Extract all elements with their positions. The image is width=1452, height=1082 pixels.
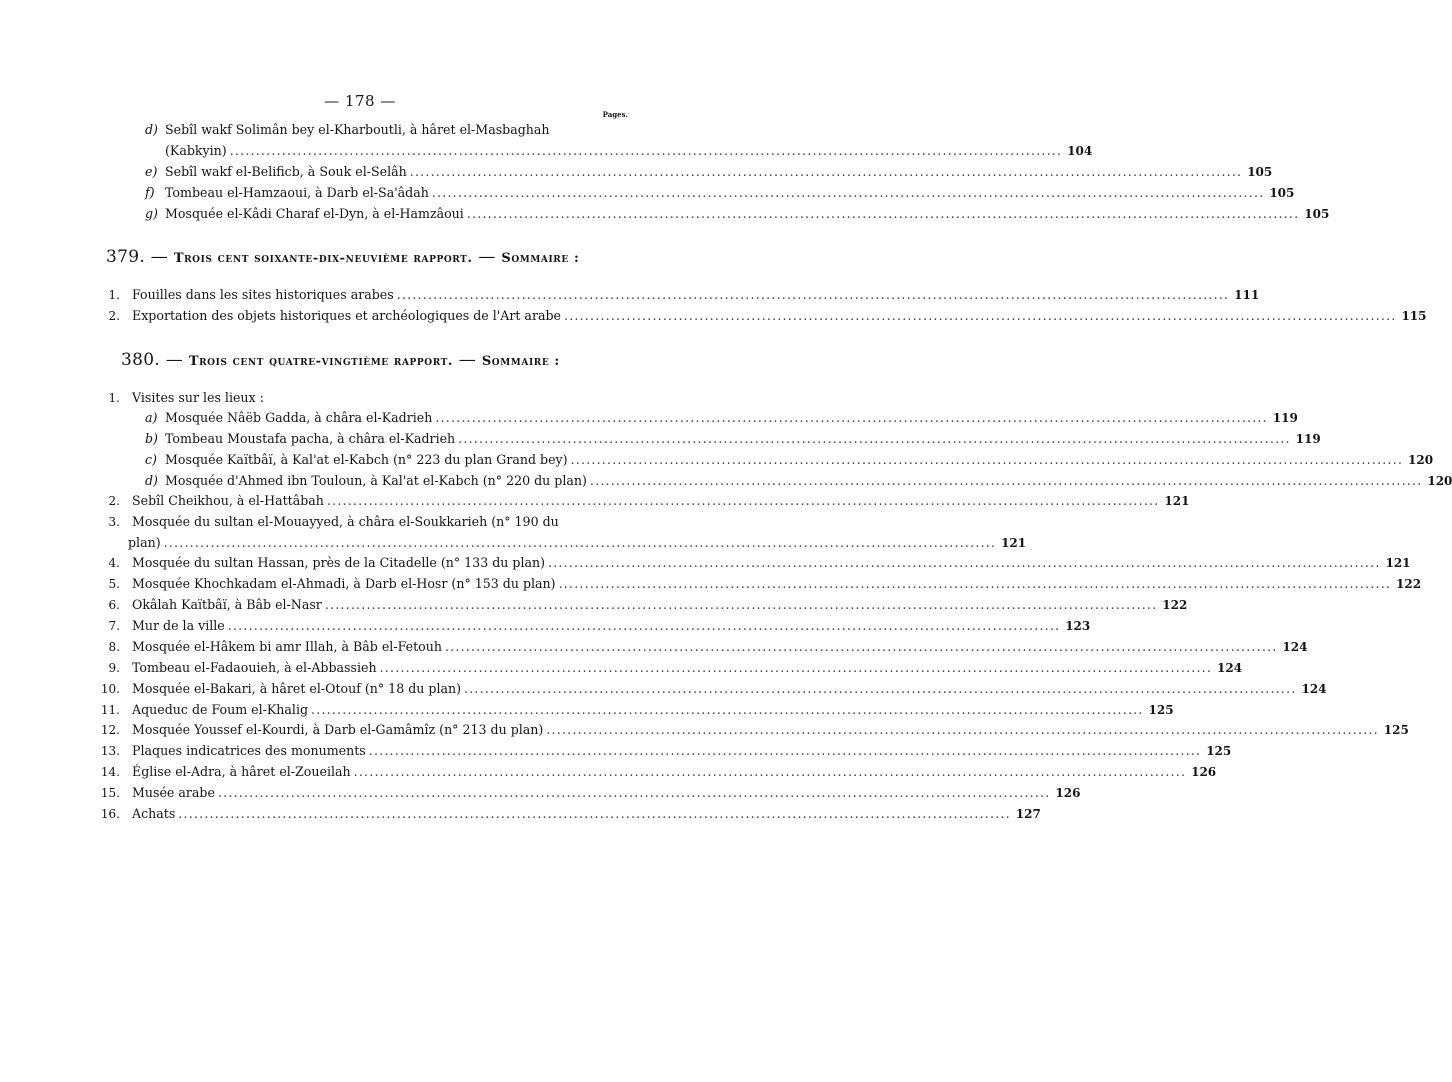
- page-ref: 127: [1015, 807, 1041, 821]
- item-number: 7.: [108, 619, 120, 633]
- dot-leader: ................................................................................................................................................................: [353, 764, 1187, 779]
- item-number: 1.: [108, 391, 120, 405]
- dot-leader: ................................................................................................................................................................: [217, 785, 1051, 800]
- toc-item: [96, 804, 1041, 824]
- item-number: 8.: [108, 640, 120, 654]
- toc-item: [96, 306, 1427, 326]
- dot-leader: ................................................................................................................................................................: [227, 618, 1061, 633]
- dot-leader: ................................................................................................................................................................: [444, 639, 1278, 654]
- toc-item: [96, 741, 1232, 761]
- dot-leader: ................................................................................................................................................................: [435, 410, 1268, 425]
- item-number: 13.: [100, 744, 120, 758]
- dash: —: [165, 350, 184, 370]
- item-text: Mosquée el-Hâkem bi amr Illah, à Bâb el-Fetouh: [132, 639, 442, 654]
- page-number: — 178 —: [324, 92, 396, 110]
- dot-leader: ................................................................................................................................................................: [368, 743, 1202, 758]
- toc-subitem: [145, 408, 1298, 428]
- page-ref: 121: [1164, 494, 1190, 508]
- page-ref: 122: [1162, 598, 1188, 612]
- toc-item: [96, 658, 1243, 678]
- item-number: 11.: [100, 703, 120, 717]
- toc-subitem: [145, 429, 1321, 449]
- item-text: Musée arabe: [132, 785, 215, 800]
- toc-item: [96, 762, 1217, 782]
- subitem-marker: c): [145, 452, 157, 467]
- subitem-text: (Kabkyin): [165, 143, 227, 158]
- subitem-marker: f): [145, 185, 155, 200]
- dot-leader: ................................................................................................................................................................: [589, 473, 1423, 488]
- page-ref: 125: [1206, 744, 1232, 758]
- dot-leader: ................................................................................................................................................................: [409, 164, 1243, 179]
- page-ref: 122: [1396, 577, 1422, 591]
- toc-item: [96, 783, 1081, 803]
- subitem-marker: a): [145, 410, 158, 425]
- item-text: Visites sur les lieux :: [132, 390, 264, 405]
- subitem-text: Mosquée Kaïtbâï, à Kal'at el-Kabch (n° 223 du plan Grand bey): [165, 452, 568, 467]
- item-number: 3.: [108, 515, 120, 529]
- subitem-text: Tombeau Moustafa pacha, à châra el-Kadrieh: [165, 431, 456, 446]
- dash: —: [150, 247, 169, 267]
- page-ref: 120: [1408, 453, 1434, 467]
- item-text: Mosquée Youssef el-Kourdi, à Darb el-Gamâmîz (n° 213 du plan): [132, 722, 544, 737]
- page-ref: 111: [1234, 288, 1260, 302]
- item-number: 14.: [100, 765, 120, 779]
- item-text: Mosquée el-Bakari, à hâret el-Otouf (n° 18 du plan): [132, 681, 462, 696]
- subitem-marker: d): [145, 473, 158, 488]
- item-number: 4.: [108, 556, 120, 570]
- item-number: 12.: [100, 723, 120, 737]
- toc-subitem: [145, 471, 1452, 491]
- toc-subitem: [145, 450, 1434, 470]
- section-number: 380.: [121, 350, 161, 370]
- page-ref: 121: [1001, 536, 1027, 550]
- section-title: Trois cent soixante-dix-neuvième rapport.: [173, 251, 473, 266]
- dot-leader: ................................................................................................................................................................: [163, 535, 997, 550]
- toc-item: [96, 512, 623, 532]
- page-ref: 124: [1282, 640, 1308, 654]
- item-text: Mosquée du sultan Hassan, près de la Citadelle (n° 133 du plan): [132, 555, 546, 570]
- toc-item: [96, 553, 1411, 573]
- subitem-marker: d): [145, 122, 158, 137]
- section-heading-380: [121, 350, 560, 370]
- item-text: Église el-Adra, à hâret el-Zoueilah: [132, 764, 351, 779]
- item-number: 9.: [108, 661, 120, 675]
- item-text: Fouilles dans les sites historiques arabes: [132, 287, 394, 302]
- pages-column-label: Pages.: [602, 110, 628, 119]
- page-ref: 124: [1301, 682, 1327, 696]
- toc-item: [96, 637, 1308, 657]
- page-ref: 104: [1067, 144, 1093, 158]
- dot-leader: ................................................................................................................................................................: [379, 660, 1213, 675]
- subitem-text: Tombeau el-Hamzaoui, à Darb el-Sa'âdah: [165, 185, 429, 200]
- dot-leader: ................................................................................................................................................................: [548, 555, 1381, 570]
- page-ref: 126: [1191, 765, 1217, 779]
- item-text: Plaques indicatrices des monuments: [132, 743, 366, 758]
- item-number: 5.: [108, 577, 120, 591]
- dot-leader: ................................................................................................................................................................: [396, 287, 1230, 302]
- dot-leader: ................................................................................................................................................................: [324, 597, 1158, 612]
- item-text: Sebîl Cheikhou, à el-Hattâbah: [132, 493, 324, 508]
- item-text: Okâlah Kaïtbâï, à Bâb el-Nasr: [132, 597, 322, 612]
- dot-leader: ................................................................................................................................................................: [311, 702, 1144, 717]
- toc-item: [96, 388, 623, 408]
- page-ref: 119: [1272, 411, 1298, 425]
- dot-leader: ................................................................................................................................................................: [558, 576, 1392, 591]
- dot-leader: ................................................................................................................................................................: [466, 206, 1300, 221]
- dot-leader: ................................................................................................................................................................: [464, 681, 1297, 696]
- toc-item: [96, 491, 1190, 511]
- page-ref: 105: [1269, 186, 1295, 200]
- toc-item: [96, 595, 1188, 615]
- toc-item: [96, 679, 1327, 699]
- item-number: 16.: [100, 807, 120, 821]
- subitem-marker: g): [145, 206, 158, 221]
- dot-leader: ................................................................................................................................................................: [458, 431, 1291, 446]
- dot-leader: ................................................................................................................................................................: [546, 722, 1379, 737]
- item-number: 2.: [108, 309, 120, 323]
- subitem-text: Mosquée el-Kâdi Charaf el-Dyn, à el-Hamzâoui: [165, 206, 464, 221]
- dot-leader: ................................................................................................................................................................: [229, 143, 1063, 158]
- toc-item: [96, 616, 1091, 636]
- toc-item: [96, 700, 1174, 720]
- item-text: Mur de la ville: [132, 618, 225, 633]
- page-ref: 125: [1148, 703, 1174, 717]
- toc-item-continuation: [128, 533, 1027, 553]
- item-text: Mosquée Khochkadam el-Ahmadi, à Darb el-Hosr (n° 153 du plan): [132, 576, 556, 591]
- toc-subitem: [145, 120, 623, 140]
- page-ref: 105: [1247, 165, 1273, 179]
- page-ref: 124: [1217, 661, 1243, 675]
- item-number: 2.: [108, 494, 120, 508]
- subitem-text: Mosquée Nâëb Gadda, à châra el-Kadrieh: [165, 410, 433, 425]
- sommaire-label: Sommaire :: [481, 354, 560, 369]
- dot-leader: ................................................................................................................................................................: [178, 806, 1011, 821]
- subitem-marker: e): [145, 164, 158, 179]
- section-number: 379.: [106, 247, 146, 267]
- toc-subitem: [145, 204, 1330, 224]
- item-text: Exportation des objets historiques et archéologiques de l'Art arabe: [132, 308, 561, 323]
- dot-leader: ................................................................................................................................................................: [570, 452, 1404, 467]
- subitem-text: Sebîl wakf el-Belificb, à Souk el-Selâh: [165, 164, 407, 179]
- section-title: Trois cent quatre-vingtième rapport.: [188, 354, 454, 369]
- toc-subitem-continuation: [165, 141, 1093, 161]
- dot-leader: ................................................................................................................................................................: [431, 185, 1265, 200]
- item-text: Aqueduc de Foum el-Khalig: [132, 702, 309, 717]
- dot-leader: ................................................................................................................................................................: [563, 308, 1397, 323]
- subitem-text: Mosquée d'Ahmed ibn Touloun, à Kal'at el-Kabch (n° 220 du plan): [165, 473, 587, 488]
- page-ref: 121: [1385, 556, 1411, 570]
- page-ref: 120: [1427, 474, 1452, 488]
- item-text: Mosquée du sultan el-Mouayyed, à châra el-Soukkarieh (n° 190 du: [132, 514, 559, 529]
- dash: —: [478, 247, 496, 267]
- page-ref: 125: [1383, 723, 1409, 737]
- subitem-text: Sebîl wakf Solimân bey el-Kharboutli, à hâret el-Masbaghah: [165, 122, 550, 137]
- page-ref: 115: [1401, 309, 1427, 323]
- dash: —: [458, 350, 477, 370]
- sommaire-label: Sommaire :: [501, 251, 580, 266]
- item-text: Achats: [132, 806, 176, 821]
- page-ref: 126: [1055, 786, 1081, 800]
- toc-subitem: [145, 183, 1295, 203]
- subitem-marker: b): [145, 431, 158, 446]
- item-number: 6.: [108, 598, 120, 612]
- section-heading-379: [106, 247, 579, 267]
- item-number: 10.: [100, 682, 120, 696]
- page-ref: 105: [1304, 207, 1330, 221]
- toc-item: [96, 285, 1260, 305]
- toc-item: [96, 720, 1409, 740]
- page-ref: 123: [1065, 619, 1091, 633]
- toc-subitem: [145, 162, 1273, 182]
- item-number: 1.: [108, 288, 120, 302]
- item-number: 15.: [100, 786, 120, 800]
- toc-item: [96, 574, 1422, 594]
- dot-leader: ................................................................................................................................................................: [326, 493, 1160, 508]
- page-ref: 119: [1295, 432, 1321, 446]
- item-text: plan): [128, 535, 161, 550]
- item-text: Tombeau el-Fadaouieh, à el-Abbassieh: [132, 660, 377, 675]
